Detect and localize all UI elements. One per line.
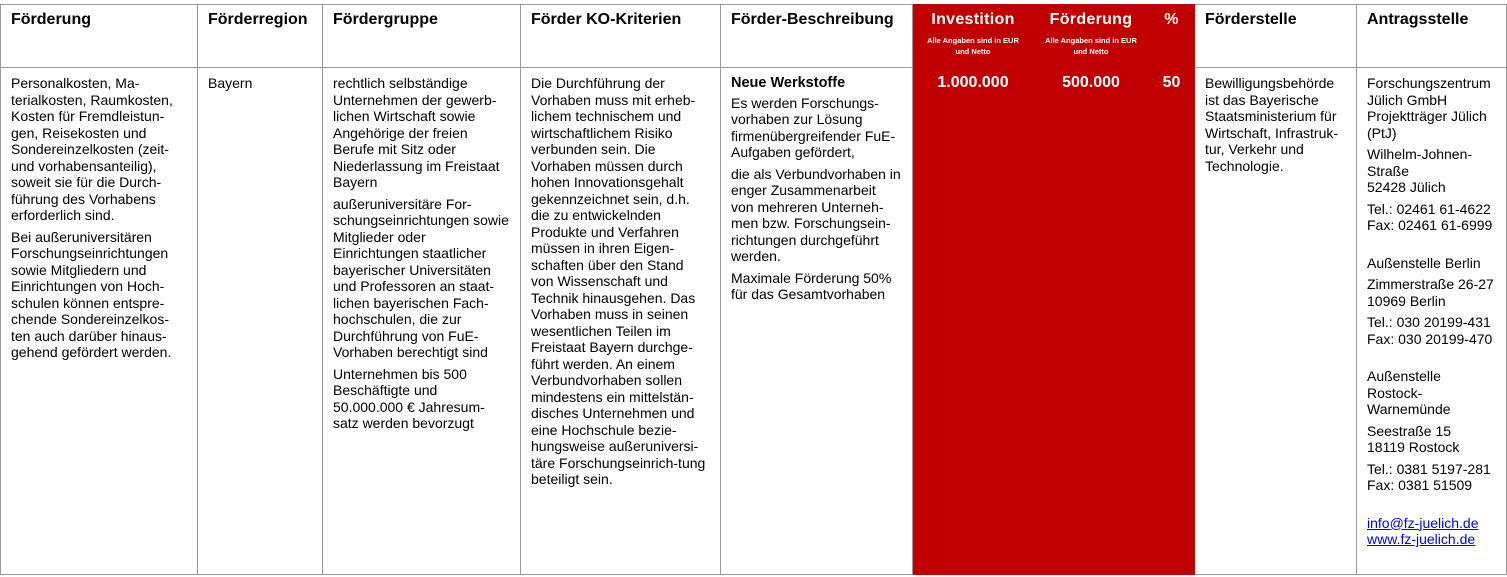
header-investition-label: Investition [931,11,1015,28]
cell-foerderbetrag: 500.000 [1034,68,1149,575]
header-ko-kriterien: Förder KO-Kriterien [521,5,721,68]
email-link[interactable]: info@fz-juelich.de [1367,514,1479,531]
header-gruppe: Fördergruppe [323,5,521,68]
cell-foerderstelle [1195,68,1357,575]
antrag-street-2: Zimmerstraße 26-27 [1367,276,1494,292]
region-text: Bayern [208,75,253,91]
beschreibung-text-3: Maximale Förderung 50% für das Gesamtvorhaben [731,269,892,302]
cell-prozent: 50 [1149,68,1195,575]
cell-investition: 1.000.000 [913,68,1034,575]
beschreibung-title: Neue Werkstoffe [731,75,846,91]
antrag-fax-1: Fax: 02461 61-6999 [1367,217,1493,233]
cell-antragsstelle [1357,68,1507,575]
cell-foerderung [1,68,198,575]
header-foerderbetrag-note: Alle Angaben sind in EUR und Netto [1045,35,1137,56]
header-antragsstelle: Antragsstelle [1357,5,1507,68]
cell-gruppe [323,68,521,575]
beschreibung-text-2: die als Verbundvorhaben in enger Zusammenarbeit von mehreren Unterneh-men bzw. Forschungsein-richtungen durchgeführt werden. [731,165,901,264]
antrag-fax-2: Fax: 030 20199-470 [1367,330,1493,347]
antrag-tel-2: Tel.: 030 20199-431 [1367,314,1491,330]
foerderstelle-text: Bewilligungsbehörde ist das Bayerische Staatsministerium für Wirtschaft, Infrastruk-tur, Verkehr und Technologie. [1205,75,1339,174]
cell-ko-kriterien [521,68,721,575]
funding-table [0,4,1507,575]
antrag-city-3: 18119 Rostock [1367,439,1460,455]
gruppe-text-2: außeruniversitäre For-schungseinrichtungen sowie Mitglieder oder Einrichtungen staatlicher bayerischer Universitäten und Professoren an staat-lichen bayerischen Fach-hochschulen, die zur Durchführung von FuE-Vorhaben berechtigt sind [333,195,509,360]
antrag-city-2: 10969 Berlin [1367,292,1446,309]
website-link[interactable]: www.fz-juelich.de [1367,531,1476,547]
cell-beschreibung [721,68,913,575]
antrag-fax-3: Fax: 0381 51509 [1367,477,1473,493]
table-row [1,68,1507,575]
header-row [1,5,1507,68]
header-foerderstelle: Förderstelle [1195,5,1357,68]
antrag-city-1: 52428 Jülich [1367,179,1446,195]
antrag-tel-3: Tel.: 0381 5197-281 [1367,460,1491,477]
gruppe-text-3: Unternehmen bis 500 Beschäftigte und 50.000.000 € Jahresum-satz werden bevorzugt [333,365,485,431]
ko-text: Die Durchführung der Vorhaben muss mit erheb-lichem technischem und wirtschaftlichem Risiko verbunden sein. Die Vorhaben müssen durch hohen Innovationsgehalt gekennzeichnet sein, d.h. die zu entwickelnden Produkte und Verfahren müssen in ihren Eigen-schaften über den Stand von Wissenschaft und Technik hinausgehen. Das Vorhaben muss in seinen wesentlichen Teilen im Freistaat Bayern durchge-führt werden. An einem Verbundvorhaben sollen mindestens ein mittelstän-disches Unternehmen und eine Hochschule bezie-hungsweise außeruniversi-täre Forschungseinrich-tung beteiligt sein. [531,75,706,487]
antrag-street-1: Wilhelm-Johnen-Straße [1367,146,1473,179]
cell-region [198,68,323,575]
antrag-office-2: Außenstelle Berlin [1367,254,1481,271]
antrag-office-3: Außenstelle Rostock-Warnemünde [1367,368,1451,417]
header-foerderung: Förderung [1,5,198,68]
beschreibung-text-1: Es werden Forschungs-vorhaben zur Lösung firmenübergreifender FuE-Aufgaben gefördert, [731,94,896,160]
header-foerderbetrag-label: Förderung [1049,11,1133,28]
antrag-tel-1: Tel.: 02461 61-4622 [1367,200,1491,217]
header-investition [913,5,1034,68]
gruppe-text-1: rechtlich selbständige Unternehmen der gewerb-lichen Wirtschaft sowie Angehörige der freien Berufe mit Sitz oder Niederlassung im Freistaat Bayern [333,75,500,190]
header-foerderbetrag [1034,5,1149,68]
header-prozent [1149,5,1195,68]
header-investition-note: Alle Angaben sind in EUR und Netto [927,35,1019,56]
antrag-org: Forschungszentrum Jülich GmbH Projektträger Jülich (PtJ) [1367,75,1491,141]
header-region: Förderregion [198,5,323,68]
header-prozent-label: % [1164,11,1179,28]
antrag-street-3: Seestraße 15 [1367,422,1452,439]
foerderung-text-1: Personalkosten, Ma-terialkosten, Raumkosten, Kosten für Fremdleistun-gen, Reisekosten und Sondereinzelkosten (zeit- und vorhabensanteilig), soweit sie für die Durch-führung des Vorhabens erforderlich sind. [11,75,173,223]
foerderung-text-2: Bei außeruniversitären Forschungseinrichtungen sowie Mitgliedern und Einrichtungen von Hoch-schulen können entspre-chende Sondereinzelkos-ten auch darüber hinaus-gehend gefördert werden. [11,228,172,360]
header-beschreibung: Förder-Beschreibung [721,5,913,68]
